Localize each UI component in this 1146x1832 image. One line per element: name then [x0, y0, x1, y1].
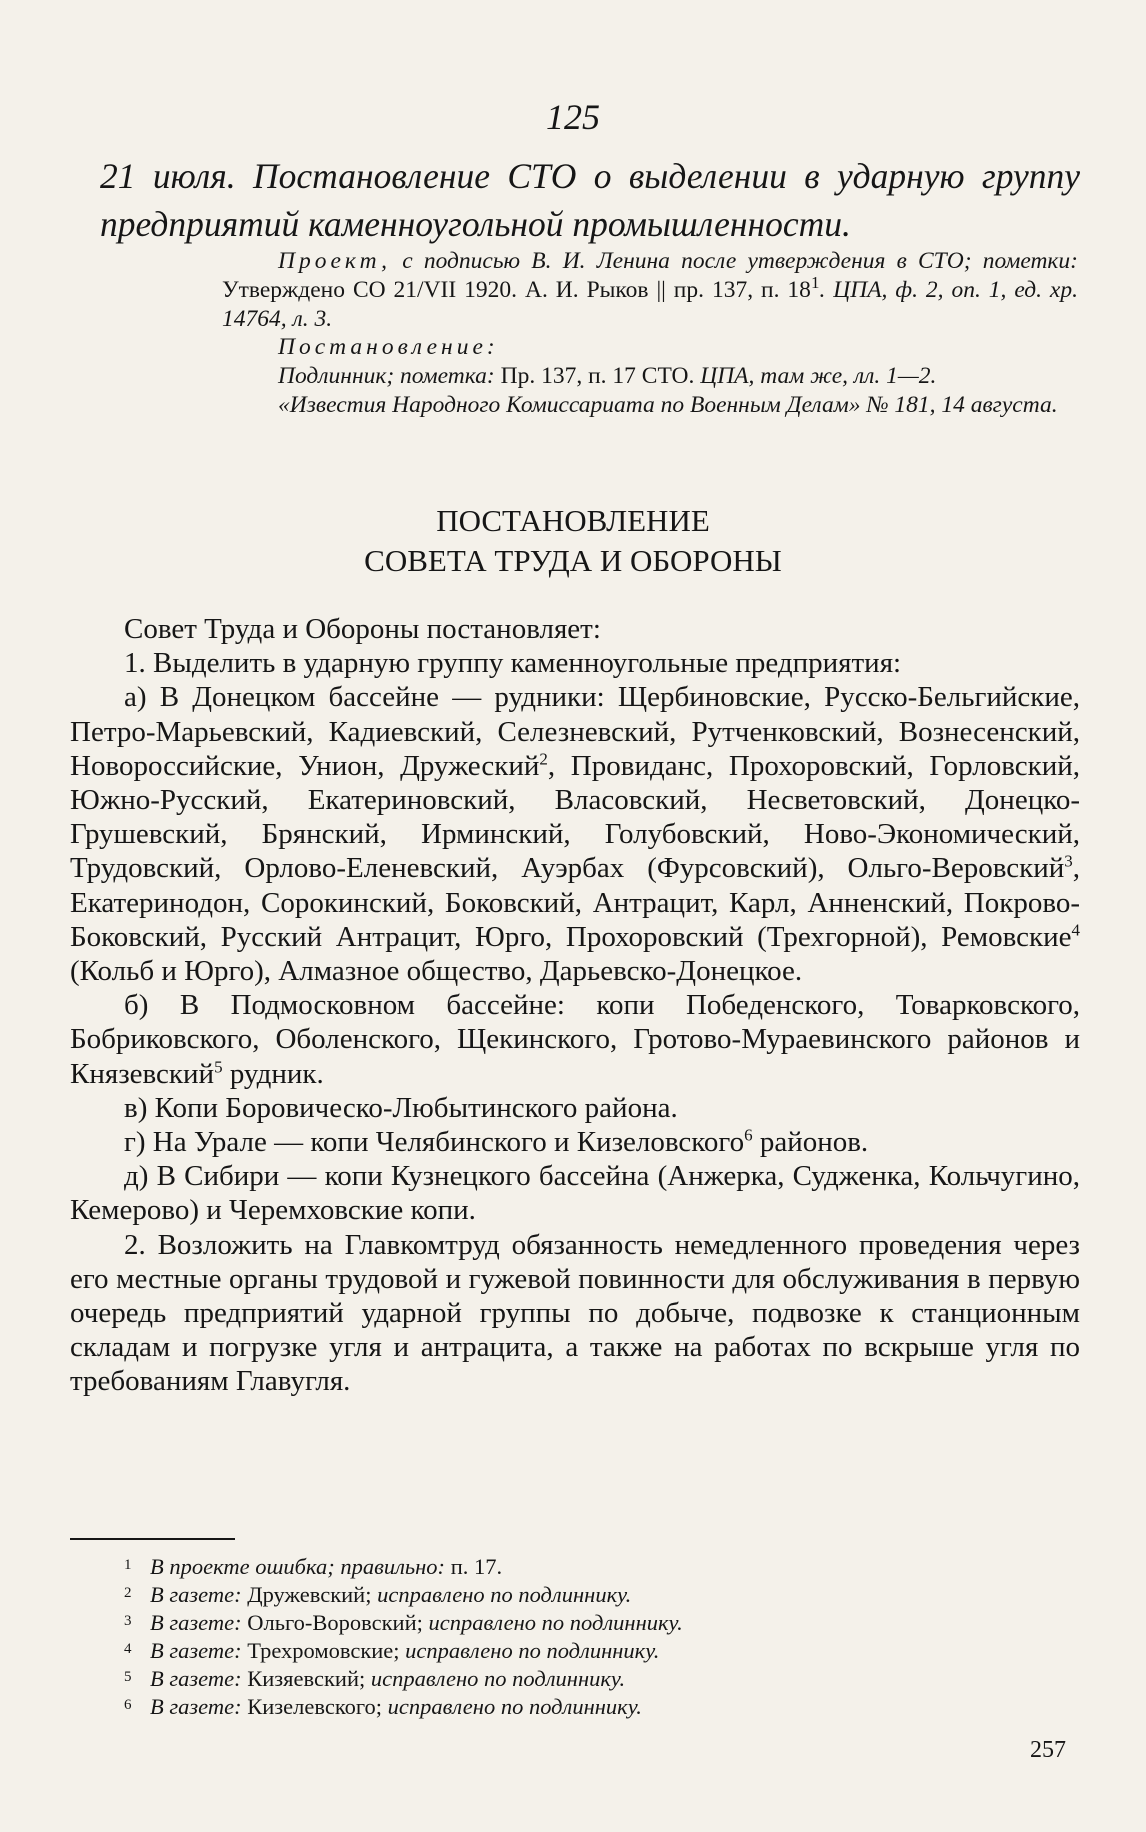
body-intro: Совет Труда и Обороны постановляет:: [124, 613, 601, 645]
draft-label: Проект,: [278, 248, 392, 274]
footnote-2: 2 В газете: Дружевский; исправлено по подлиннику.: [124, 1582, 632, 1607]
body-point-1b: б) В Подмосковном бассейне: копи Победенского, Товарковского, Бобриковского, Оболенского, Щекинского, Гротово-Мураевинского районов и Князевский$^5$ рудник.: [70, 989, 1080, 1090]
body-point-1a: а) В Донецком бассейне — рудники: Щербиновские, Русско-Бельгийские, Петро-Марьевский, Кадиевский, Селезневский, Рутченковский, Вознесенский, Новороссийские, Унион, Дружеский$^2$, Провиданс, Прохоровский, Горловский, Южно-Русский, Екатериновский, Власовский, Несветовский, Донецко-Грушевский, Брянский, Ирминский, Голубовский, Ново-Экономический, Трудовский, Орлово-Еленевский, Ауэрбах (Фурсовский), Ольго-Веровский$^3$, Екатеринодон, Сорокинский, Боковский, Антрацит, Карл, Анненский, Покрово-Боковский, Русский Антрацит, Юрго, Прохоровский (Трехгорной), Ремовские$^4$ (Кольб и Юрго), Алмазное общество, Дарьевско-Донецкое.: [70, 681, 1080, 988]
footnote-5: 5 В газете: Кизяевский; исправлено по подлиннику.: [124, 1666, 626, 1691]
archival-note-newspaper: «Известия Народного Комиссариата по Военным Делам» № 181, 14 августа.: [278, 391, 1058, 418]
footnote-4: 4 В газете: Трехромовские; исправлено по подлиннику.: [124, 1638, 660, 1663]
draft-marks: Утверждено СО 21/VII 1920. А. И. Рыков || пр. 137, п. 18: [222, 276, 811, 303]
archival-notes: [222, 247, 1078, 420]
resolution-heading: ПОСТАНОВЛЕНИЕ СОВЕТА ТРУДА И ОБОРОНЫ: [364, 503, 782, 578]
footnote-ref-2: 2: [539, 749, 548, 769]
document-title: 21 июля. Постановление СТО о выделении в ударную группу предприятий каменноугольной промышленности.: [100, 156, 1080, 244]
draft-description: с подписью В. И. Ленина после утверждения в СТО; пометки:: [402, 248, 1078, 274]
footnote-ref-3: 3: [1064, 851, 1073, 871]
footnotes: [124, 1553, 1024, 1721]
footnote-6: 6 В газете: Кизелевского; исправлено по подлиннику.: [124, 1694, 642, 1719]
body-point-1d: д) В Сибири — копи Кузнецкого бассейна (Анжерка, Судженка, Кольчугино, Кемерово) и Черемховские копи.: [70, 1160, 1080, 1227]
document-number: 125: [546, 97, 600, 137]
footnote-ref-4: 4: [1071, 920, 1080, 940]
footnote-ref-1: 1: [810, 272, 820, 292]
archival-note-resolution: Постановление:: [278, 334, 499, 361]
footnote-1: 1 В проекте ошибка; правильно: п. 17.: [124, 1554, 503, 1579]
archival-note-draft: [222, 247, 1078, 333]
resolution-body: [70, 612, 1080, 1399]
draft-archive-ref: . ЦПА, ф. 2, оп. 1, ед. хр. 14764, л. 3.: [222, 276, 1078, 332]
footnote-ref-6: 6: [744, 1125, 753, 1145]
body-point-1g: г) На Урале — копи Челябинского и Кизеловского$^6$ районов.: [124, 1125, 869, 1159]
page-number: 257: [1030, 1737, 1066, 1763]
body-point-2: 2. Возложить на Главкомтруд обязанность немедленного проведения через его местные органы трудовой и гужевой повинности для обслуживания в первую очередь предприятий ударной группы по добыче, подвозке к станционным складам и погрузке угля и антрацита, а также на работах по вскрыше угля по требованиям Главугля.: [70, 1228, 1080, 1398]
footnote-divider: [70, 1538, 235, 1540]
footnote-3: 3 В газете: Ольго-Воровский; исправлено по подлиннику.: [124, 1610, 683, 1635]
archival-note-original: Подлинник; пометка: Пр. 137, п. 17 СТО. ЦПА, там же, лл. 1—2.: [278, 363, 937, 390]
body-point-1v: в) Копи Боровическо-Любытинского района.: [124, 1091, 678, 1124]
body-point-1: 1. Выделить в ударную группу каменноугольные предприятия:: [124, 647, 902, 680]
footnote-ref-5: 5: [214, 1056, 223, 1076]
